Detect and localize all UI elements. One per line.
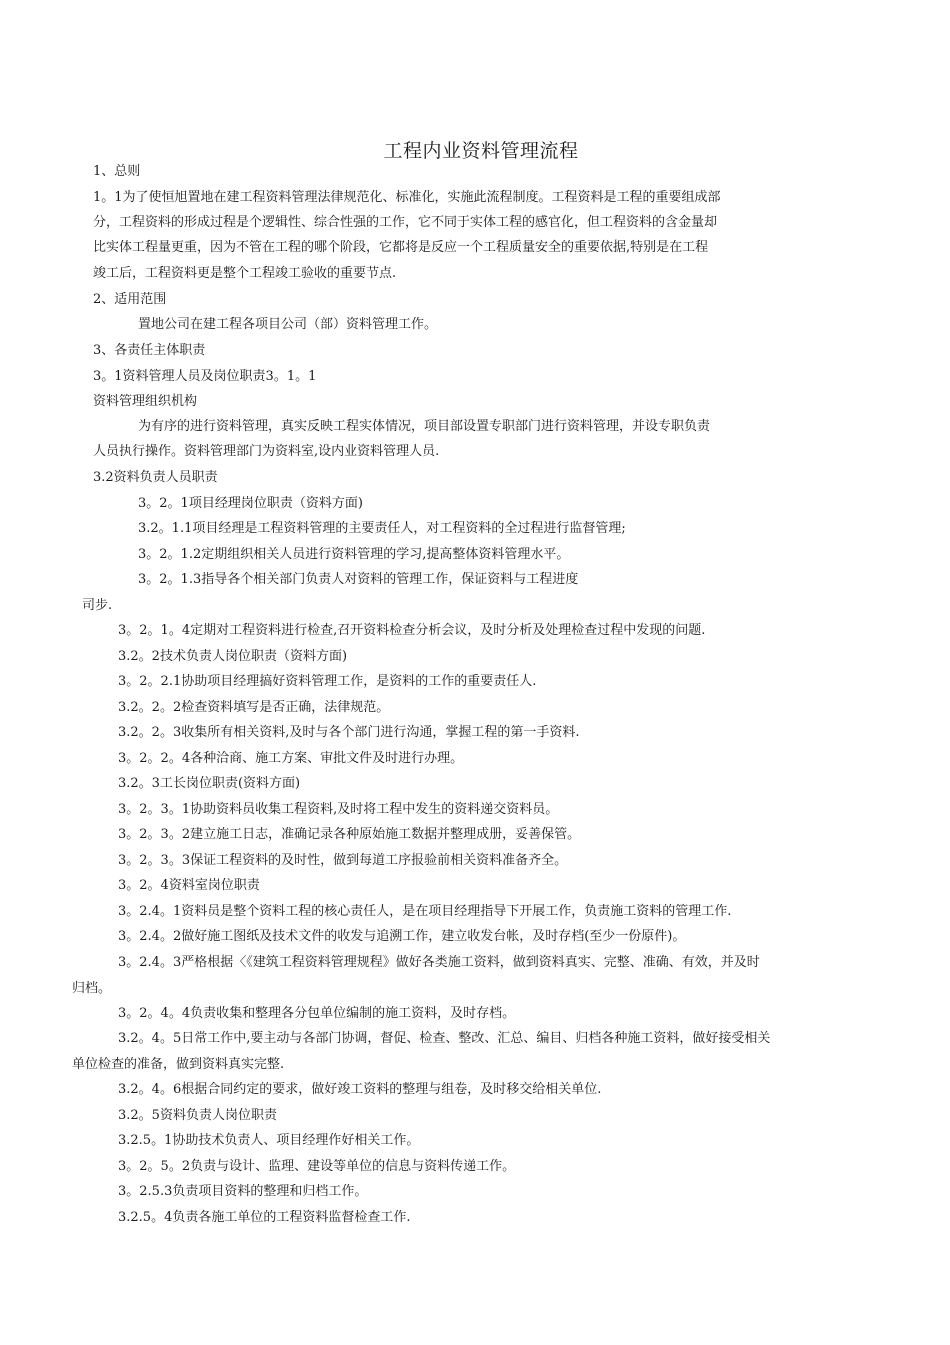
clause-item: 3。2。3。3保证工程资料的及时性，做到每道工序报验前相关资料准备齐全。 [118, 853, 568, 868]
clause-item: 3。2.4。3严格根据〈《建筑工程资料管理规程》做好各类施工资料，做到资料真实、完整、准确、有效，并及时 [118, 955, 760, 970]
clause-item: 3.2。4。5日常工作中,要主动与各部门协调，督促、检查、整改、汇总、编目、归档各种施工资料，做好接受相关 [118, 1031, 771, 1046]
clause-item: 3.2。2。3收集所有相关资料,及时与各个部门进行沟通，掌握工程的第一手资料. [118, 725, 580, 740]
clause-item: 3。2。1.3指导各个相关部门负责人对资料的管理工作，保证资料与工程进度 [138, 572, 579, 587]
clause-item: 3。2。2。4各种洽商、施工方案、审批文件及时进行办理。 [118, 751, 464, 766]
clause-item: 3。2.4。1资料员是整个资料工程的核心责任人，是在项目经理指导下开展工作，负责施工资料的管理工作. [118, 904, 732, 919]
document-title: 工程内业资料管理流程 [383, 140, 579, 162]
clause-item: 3。2。1。4定期对工程资料进行检查,召开资料检查分析会议，及时分析及处理检查过程中发现的问题. [118, 623, 706, 638]
section-heading: 2、适用范围 [93, 292, 167, 307]
clause-item: 3.2。4。6根据合同约定的要求，做好竣工资料的整理与组卷，及时移交给相关单位. [118, 1082, 602, 1097]
section-heading: 3、各责任主体职责 [93, 343, 206, 358]
clause-item: 3。2。4。4负责收集和整理各分包单位编制的施工资料，及时存档。 [118, 1006, 516, 1021]
clause-item: 3。2。5。2负责与设计、监理、建设等单位的信息与资料传递工作。 [118, 1159, 516, 1174]
subsection-heading: 3.2资料负责人员职责 [93, 470, 218, 485]
clause-item-continuation: 司步. [82, 598, 113, 613]
paragraph-line: 置地公司在建工程各项目公司（部）资料管理工作。 [138, 317, 438, 332]
clause-item: 3。2。1.2定期组织相关人员进行资料管理的学习,提高整体资料管理水平。 [138, 547, 570, 562]
clause-item: 3。2。3。1协助资料员收集工程资料,及时将工程中发生的资料递交资料员。 [118, 802, 559, 817]
subsection-heading: 3。1资料管理人员及岗位职责3。1。1 [93, 369, 317, 384]
clause-heading: 3。2。4资料室岗位职责 [118, 878, 260, 893]
subsection-heading: 资料管理组织机构 [93, 394, 198, 409]
clause-item: 3。2。2.1协助项目经理搞好资料管理工作，是资料的工作的重要责任人. [118, 674, 537, 689]
clause-heading: 3.2。5资料负责人岗位职责 [118, 1108, 277, 1123]
paragraph-line: 人员执行操作。资料管理部门为资料室,设内业资料管理人员. [93, 444, 440, 459]
paragraph-line: 竣工后，工程资料更是整个工程竣工验收的重要节点. [93, 266, 397, 281]
clause-item: 3.2。2。2检查资料填写是否正确，法律规范。 [118, 700, 390, 715]
paragraph-line: 比实体工程量更重，因为不管在工程的哪个阶段，它都将是反应一个工程质量安全的重要依据,特别是在工程 [93, 240, 709, 255]
clause-item: 3。2.5.3负责项目资料的整理和归档工作。 [118, 1184, 368, 1199]
clause-item: 3.2。1.1项目经理是工程资料管理的主要责任人，对工程资料的全过程进行监督管理; [138, 521, 626, 536]
paragraph-line: 1。1为了使恒旭置地在建工程资料管理法律规范化、标准化，实施此流程制度。工程资料是工程的重要组成部 [93, 190, 721, 205]
clause-heading: 3.2。3工长岗位职责(资料方面) [118, 776, 301, 791]
paragraph-line: 分，工程资料的形成过程是个逻辑性、综合性强的工作，它不同于实体工程的感官化，但工程资料的含金量却 [93, 215, 718, 230]
clause-item: 3。2。3。2建立施工日志，准确记录各种原始施工数据并整理成册，妥善保管。 [118, 827, 581, 842]
section-heading: 1、总则 [93, 164, 141, 179]
clause-item: 3.2.5。4负责各施工单位的工程资料监督检查工作. [118, 1210, 411, 1225]
clause-heading: 3.2。2技术负责人岗位职责（资料方面) [118, 649, 348, 664]
clause-item-continuation: 归档。 [72, 981, 112, 996]
clause-heading: 3。2。1项目经理岗位职责（资料方面) [138, 496, 363, 511]
clause-item: 3。2.4。2做好施工图纸及技术文件的收发与追溯工作，建立收发台帐，及时存档(至少一份原件)。 [118, 929, 686, 944]
clause-item-continuation: 单位检查的准备，做到资料真实完整. [72, 1057, 285, 1072]
clause-item: 3.2.5。1协助技术负责人、项目经理作好相关工作。 [118, 1133, 420, 1148]
paragraph-line: 为有序的进行资料管理，真实反映工程实体情况，项目部设置专职部门进行资料管理，并设专职负责 [138, 419, 711, 434]
